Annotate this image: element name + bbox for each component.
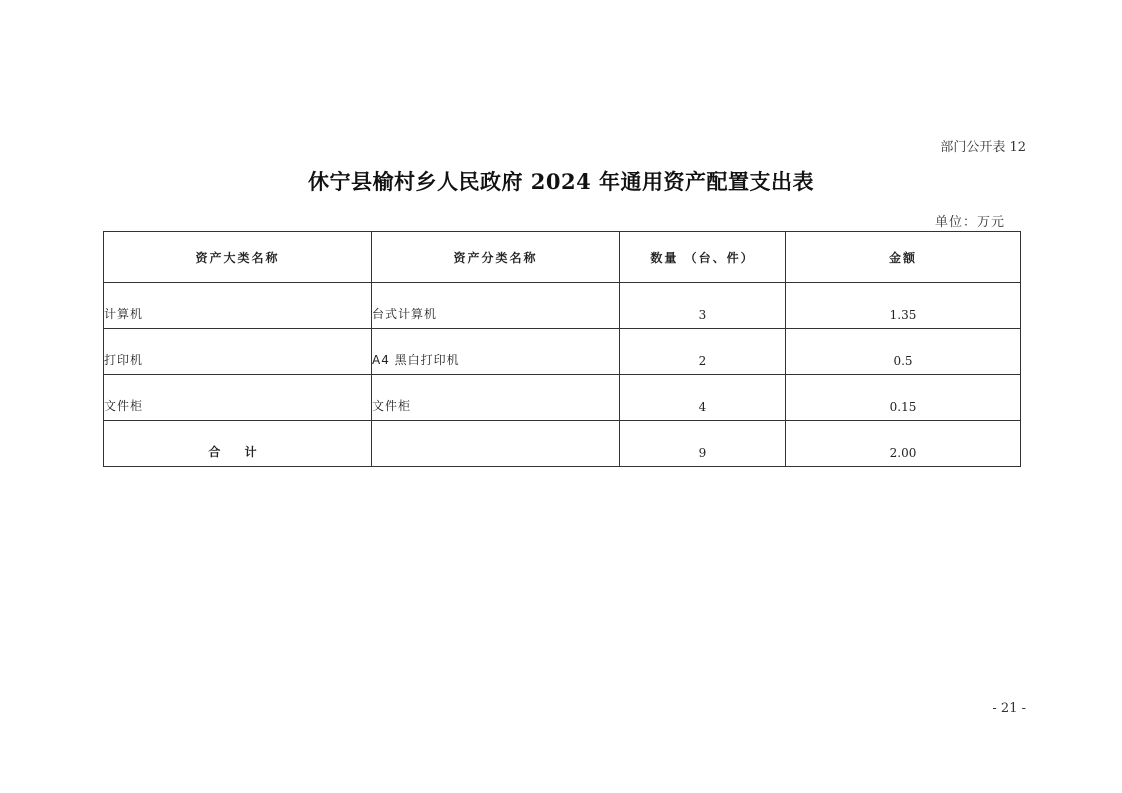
page-title: 休宁县榆村乡人民政府 2024 年通用资产配置支出表 xyxy=(307,169,815,194)
page-number: - 21 - xyxy=(992,701,1026,716)
column-header-quantity: 数量 （台、件） xyxy=(620,232,786,283)
cell-subcategory: A4 黑白打印机 xyxy=(372,329,620,375)
column-header-category: 资产大类名称 xyxy=(104,232,372,283)
total-row xyxy=(104,421,1021,467)
cell-quantity: 2 xyxy=(620,329,786,375)
table-code-label: 部门公开表 12 xyxy=(940,140,1026,155)
cell-category: 计算机 xyxy=(104,283,372,329)
cell-category: 文件柜 xyxy=(104,375,372,421)
table-header-row xyxy=(104,232,1021,283)
table-row xyxy=(104,375,1021,421)
total-amount: 2.00 xyxy=(786,421,1021,467)
column-header-amount: 金额 xyxy=(786,232,1021,283)
total-subcategory xyxy=(372,421,620,467)
table-row xyxy=(104,283,1021,329)
cell-quantity: 3 xyxy=(620,283,786,329)
cell-quantity: 4 xyxy=(620,375,786,421)
total-label: 合 计 xyxy=(104,421,372,467)
table-row xyxy=(104,329,1021,375)
unit-label: 单位：万元 xyxy=(934,215,1005,230)
column-header-subcategory: 资产分类名称 xyxy=(372,232,620,283)
cell-amount: 1.35 xyxy=(786,283,1021,329)
cell-amount: 0.5 xyxy=(786,329,1021,375)
total-quantity: 9 xyxy=(620,421,786,467)
cell-subcategory: 台式计算机 xyxy=(372,283,620,329)
cell-subcategory: 文件柜 xyxy=(372,375,620,421)
cell-amount: 0.15 xyxy=(786,375,1021,421)
asset-expense-table xyxy=(103,231,1021,467)
cell-category: 打印机 xyxy=(104,329,372,375)
